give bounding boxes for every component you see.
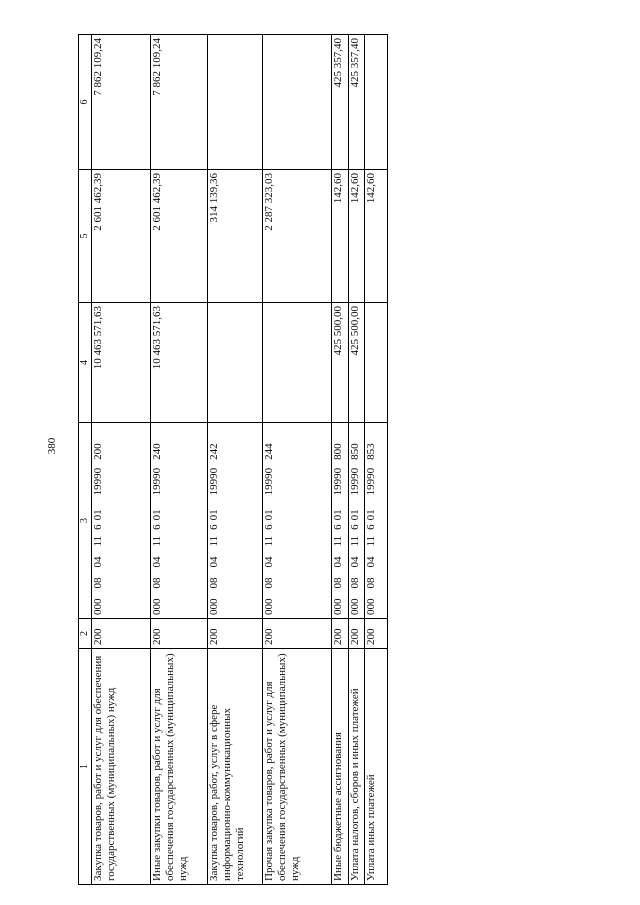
kbk-segment: 11 [332, 535, 345, 547]
row-value-6 [365, 35, 388, 170]
kbk-segment: 000 [348, 598, 361, 615]
kbk-segment: 01 [262, 509, 275, 521]
kbk-segment: 244 [262, 443, 275, 460]
kbk-segment: 6 [150, 524, 163, 530]
row-value-6: 7 862 109,24 [92, 35, 151, 170]
row-code: 200 [207, 619, 262, 649]
row-name: Закупка товаров, работ и услуг для обеспечения государственных (муниципальных) нужд [92, 649, 151, 885]
kbk-segment: 04 [348, 556, 361, 568]
row-kbk [150, 423, 207, 619]
kbk-segment: 01 [207, 509, 220, 521]
kbk-segment: 08 [365, 577, 378, 589]
kbk-segment: 19990 [150, 467, 163, 496]
kbk-segment: 01 [348, 509, 361, 521]
kbk-segment: 6 [262, 524, 275, 530]
row-value-6: 7 862 109,24 [150, 35, 207, 170]
kbk-segment: 01 [150, 509, 163, 521]
row-name: Иные бюджетные ассигнования [332, 649, 349, 885]
kbk-segment: 6 [348, 524, 361, 530]
kbk-segment: 000 [262, 598, 275, 615]
kbk-segment: 11 [92, 535, 104, 547]
row-value-5: 314 139,36 [207, 170, 262, 303]
kbk-segment: 08 [207, 577, 220, 589]
kbk-segment: 11 [150, 535, 163, 547]
kbk-segment: 6 [92, 524, 104, 530]
row-value-5: 142,60 [348, 170, 365, 303]
row-value-5: 142,60 [332, 170, 349, 303]
kbk-segment: 11 [365, 535, 378, 547]
kbk-segment: 19990 [332, 467, 345, 496]
row-value-4: 10 463 571,63 [150, 303, 207, 423]
kbk-segment: 000 [150, 598, 163, 615]
kbk-segment: 000 [365, 598, 378, 615]
row-code: 200 [150, 619, 207, 649]
header-cell: 5 [79, 170, 92, 303]
kbk-segment: 19990 [365, 467, 378, 496]
kbk-segment: 01 [365, 509, 378, 521]
kbk-segment: 01 [92, 509, 104, 521]
kbk-segment: 242 [207, 443, 220, 460]
kbk-segment: 853 [365, 443, 378, 460]
kbk-segment: 19990 [348, 467, 361, 496]
kbk-segment: 04 [150, 556, 163, 568]
row-name: Уплата налогов, сборов и иных платежей [348, 649, 365, 885]
row-value-4 [262, 303, 331, 423]
row-kbk [92, 423, 151, 619]
kbk-segment: 850 [348, 443, 361, 460]
row-code: 200 [365, 619, 388, 649]
row-value-5: 2 601 462,39 [150, 170, 207, 303]
row-value-6 [207, 35, 262, 170]
rotated-table-container [78, 35, 388, 885]
kbk-segment: 04 [92, 556, 104, 568]
kbk-segment: 08 [332, 577, 345, 589]
row-value-5: 142,60 [365, 170, 388, 303]
header-cell: 3 [79, 423, 92, 619]
row-kbk [207, 423, 262, 619]
kbk-segment: 200 [92, 443, 104, 460]
budget-table [78, 34, 388, 885]
kbk-segment: 000 [207, 598, 220, 615]
row-name: Закупка товаров, работ, услуг в сфере информационно-коммуникационных технологий [207, 649, 262, 885]
kbk-segment: 11 [207, 535, 220, 547]
row-name: Уплата иных платежей [365, 649, 388, 885]
row-value-6 [262, 35, 331, 170]
kbk-segment: 04 [262, 556, 275, 568]
header-cell: 6 [79, 35, 92, 170]
kbk-segment: 000 [92, 598, 104, 615]
row-name: Прочая закупка товаров, работ и услуг для обеспечения государственных (муниципальных) нужд [262, 649, 331, 885]
kbk-segment: 19990 [92, 467, 104, 496]
header-cell: 1 [79, 649, 92, 885]
kbk-segment: 08 [348, 577, 361, 589]
table-row [365, 35, 388, 885]
table-row [348, 35, 365, 885]
kbk-segment: 08 [262, 577, 275, 589]
row-kbk [262, 423, 331, 619]
row-value-6: 425 357,40 [348, 35, 365, 170]
row-code: 200 [262, 619, 331, 649]
kbk-segment: 240 [150, 443, 163, 460]
kbk-segment: 000 [332, 598, 345, 615]
row-value-5: 2 287 323,03 [262, 170, 331, 303]
kbk-segment: 01 [332, 509, 345, 521]
row-kbk [348, 423, 365, 619]
row-value-5: 2 601 462,39 [92, 170, 151, 303]
row-value-4: 10 463 571,63 [92, 303, 151, 423]
page-number: 380 [46, 437, 58, 455]
kbk-segment: 04 [332, 556, 345, 568]
row-name: Иные закупки товаров, работ и услуг для обеспечения государственных (муниципальных) нужд [150, 649, 207, 885]
kbk-segment: 6 [207, 524, 220, 530]
row-value-4: 425 500,00 [332, 303, 349, 423]
kbk-segment: 04 [365, 556, 378, 568]
kbk-segment: 08 [150, 577, 163, 589]
row-code: 200 [92, 619, 151, 649]
kbk-segment: 800 [332, 443, 345, 460]
kbk-segment: 11 [348, 535, 361, 547]
kbk-segment: 11 [262, 535, 275, 547]
kbk-segment: 19990 [262, 467, 275, 496]
row-kbk [332, 423, 349, 619]
row-code: 200 [332, 619, 349, 649]
kbk-segment: 6 [332, 524, 345, 530]
kbk-segment: 19990 [207, 467, 220, 496]
row-value-4: 425 500,00 [348, 303, 365, 423]
kbk-segment: 04 [207, 556, 220, 568]
header-row [79, 35, 92, 885]
row-kbk [365, 423, 388, 619]
kbk-segment: 6 [365, 524, 378, 530]
row-code: 200 [348, 619, 365, 649]
header-cell: 4 [79, 303, 92, 423]
row-value-6: 425 357,40 [332, 35, 349, 170]
row-value-4 [365, 303, 388, 423]
table-row [207, 35, 262, 885]
header-cell: 2 [79, 619, 92, 649]
table-row [150, 35, 207, 885]
table-row [332, 35, 349, 885]
kbk-segment: 08 [92, 577, 104, 589]
table-row [262, 35, 331, 885]
table-row [92, 35, 151, 885]
row-value-4 [207, 303, 262, 423]
